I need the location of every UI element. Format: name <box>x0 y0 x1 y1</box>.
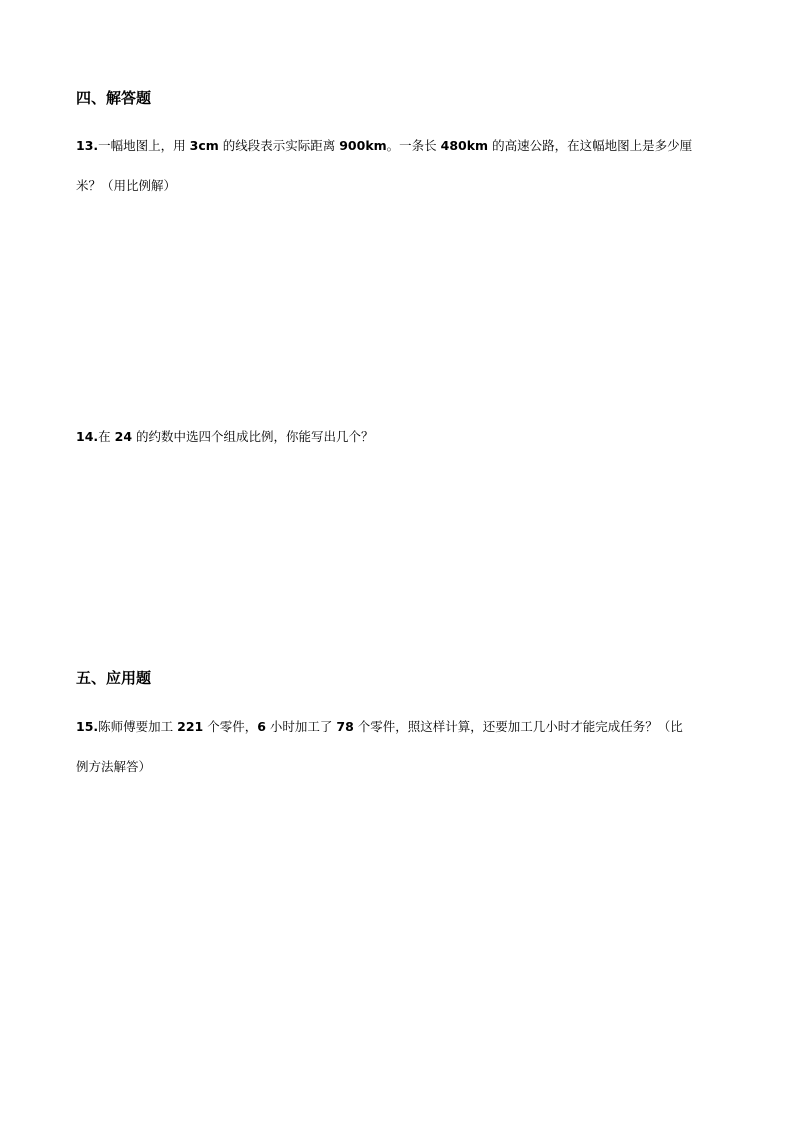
question-14-text-part: 在 <box>98 429 115 444</box>
section-heading-application: 五、应用题 <box>76 669 152 687</box>
question-15-text-part: 陈师傅要加工 <box>98 719 178 734</box>
question-15-text-part: 个零件， <box>203 719 258 734</box>
question-13-value: 900km <box>339 138 387 153</box>
question-13-line-1 <box>76 126 726 166</box>
question-14-value: 24 <box>114 429 133 444</box>
question-14-line-1 <box>76 417 726 457</box>
question-13-value: 480km <box>440 138 489 153</box>
question-13 <box>76 126 726 206</box>
question-15 <box>76 707 726 787</box>
question-13-text-part: 米？（用比例解） <box>76 178 177 193</box>
section-heading-solve: 四、解答题 <box>76 89 152 107</box>
question-15-value: 78 <box>336 719 354 734</box>
question-15-text-part: 例方法解答） <box>76 759 152 774</box>
question-13-text-part: 的高速公路，在这幅地图上是多少厘 <box>488 138 693 153</box>
question-14-number: 14. <box>76 429 99 444</box>
question-13-text-part: 一幅地图上，用 <box>98 138 190 153</box>
question-15-number: 15. <box>76 719 99 734</box>
question-13-number: 13. <box>76 138 99 153</box>
question-15-text-part: 个零件，照这样计算，还要加工几小时才能完成任务？（比 <box>353 719 683 734</box>
question-15-value: 6 <box>257 719 266 734</box>
question-13-text-part: 。一条长 <box>386 138 441 153</box>
question-13-line-2 <box>76 166 726 206</box>
question-15-value: 221 <box>177 719 204 734</box>
question-15-line-1 <box>76 707 726 747</box>
question-15-line-2 <box>76 747 726 787</box>
question-15-text-part: 小时加工了 <box>265 719 337 734</box>
question-13-text-part: 的线段表示实际距离 <box>218 138 340 153</box>
question-14-text-part: 的约数中选四个组成比例，你能写出几个？ <box>132 429 374 444</box>
question-14 <box>76 417 726 457</box>
question-13-value: 3cm <box>189 138 219 153</box>
